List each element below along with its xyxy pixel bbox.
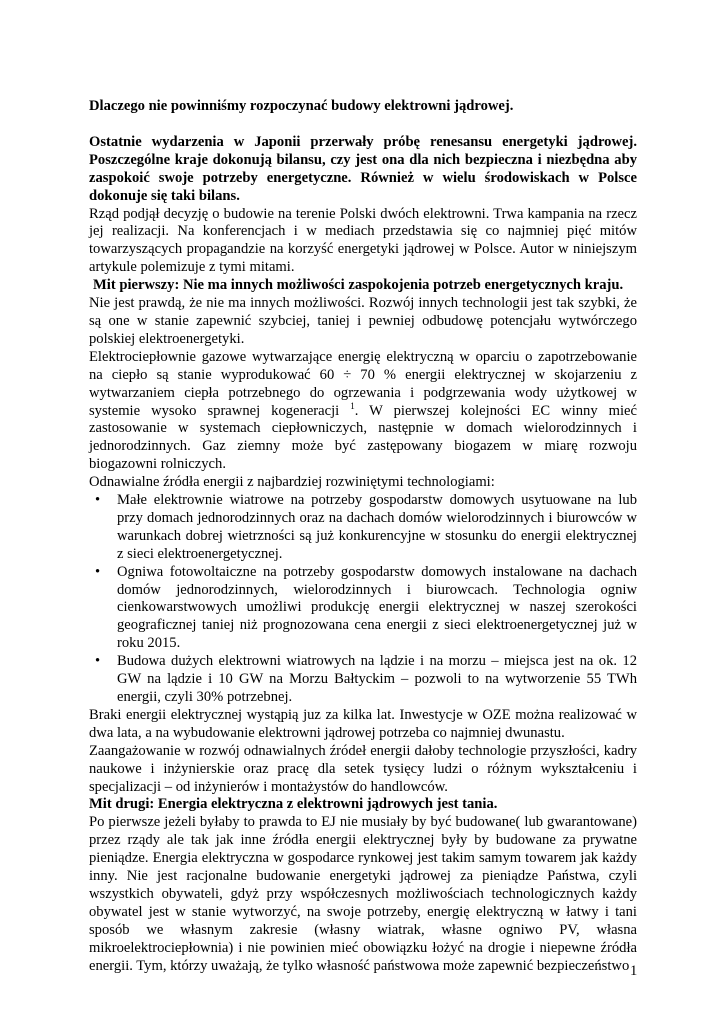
paragraph-nuclear-cost: Po pierwsze jeżeli byłaby to prawda to EJ nie musiały by być budowane( lub gwarantowane) przez rządy ale tak jak inne źródła energii elektrycznej były by budowane za prywatne pieniądze. Energia elektryczna w gospodarce rynkowej jest takim samym towarem jak każdy inny. Nie jest racjonalne budowanie energetyki jądrowej za pieniądze Państwa, czyli wszystkich obywateli, gdyż przy współczesnych możliwościach technologicznych każdy obywatel jest w stanie wytworzyć, na swoje potrzeby, energię elektryczną w łatwy i tani sposób we własnym zakresie (własny wiatrak, własne ogniwo PV, własna mikroelektrociepłownia) i nie powinien mieć obowiązku łożyć na drogie i niepewne źródła energii. Tym, którzy uważają, że tylko własność państwowa może zapewnić bezpieczeństwo <box>89 814 637 974</box>
bullet-icon: • <box>95 492 101 509</box>
paragraph-energy-shortage: Braki energii elektrycznej wystąpią juz za kilka lat. Inwestycje w OZE można realizować w dwa lata, a na wybudowanie elektrowni jądrowej potrzeba co najmniej dwunastu. <box>89 706 637 741</box>
list-item-text: Małe elektrownie wiatrowe na potrzeby gospodarstw domowych usytuowane na lub przy domach jednorodzinnych oraz na dachach domów wielorodzinnych i biurowców w warunkach dobrej wietrzności są już konkurencyjne w stosunku do energii elektrycznej z sieci elektroenergetycznej. <box>117 492 637 562</box>
paragraph-government-decision: Rząd podjął decyzję o budowie na terenie Polski dwóch elektrowni. Trwa kampania na rzecz jej realizacji. Na konferencjach i w mediach przedstawia się co najmniej pięć mitów towarzyszących propagandzie na korzyść energetyki jądrowej w Polsce. Autor w niniejszym artykule polemizuje z tymi mitami. <box>89 205 637 276</box>
paragraph-gas-chp-text-cont: . W pierwszej kolejności EC winny mieć zastosowanie w systemach ciepłowniczych, następnie w domach wielorodzinnych i jednorodzinnych. Gaz ziemny może być zastępowany biogazem w miarę rozwoju biogazowni rolniczych. <box>89 402 637 473</box>
list-item <box>95 492 637 564</box>
paragraph-other-possibilities: Nie jest prawdą, że nie ma innych możliwości. Rozwój innych technologii jest tak szybki, że są one w stanie zapewnić szybciej, taniej i pewniej odbudowę potencjału wytwórczego polskiej elektroenergetyki. <box>89 295 637 347</box>
document-body <box>89 98 637 976</box>
page-number: 1 <box>630 963 638 979</box>
bullet-icon: • <box>95 563 101 580</box>
footnote-reference: 1 <box>350 400 355 411</box>
myth-one-heading: Mit pierwszy: Nie ma innych możliwości zaspokojenia potrzeb energetycznych kraju. <box>93 277 624 294</box>
paragraph-gas-chp-text: Elektrociepłownie gazowe wytwarzające energię elektryczną w oparciu o zapotrzebowanie na ciepło są stanie wyprodukować 60 ÷ 70 % energii elektrycznej w skojarzeniu z wytwarzaniem ciepła potrzebnego do ogrzewania i podgrzewania wody użytkowej w systemie wysoko sprawnej kogeneracji <box>89 348 637 419</box>
list-item-text: Budowa dużych elektrowni wiatrowych na lądzie i na morzu – miejsca jest na ok. 12 GW na lądzie i 10 GW na Morzu Bałtyckim – pozwoli to na wytworzenie 55 TWh energii, czyli 30% potrzebnej. <box>117 653 637 705</box>
list-item <box>95 653 637 707</box>
lead-paragraph: Ostatnie wydarzenia w Japonii przerwały próbę renesansu energetyki jądrowej. Poszczególne kraje dokonują bilansu, czy jest ona dla nich bezpieczna i niezbędna aby zaspokoić swoje potrzeby energetyczne. Również w wielu środowiskach w Polsce dokonuje się taki bilans. <box>89 133 637 204</box>
paragraph-renewables-intro: Odnawialne źródła energii z najbardziej rozwiniętymi technologiami: <box>89 474 495 491</box>
paragraph-gas-chp <box>89 349 637 474</box>
list-item <box>95 563 637 654</box>
paragraph-renewables-engagement: Zaangażowanie w rozwój odnawialnych źródeł energii dałoby technologie przyszłości, kadry naukowe i inżynierskie oraz pracę dla setek tysięcy ludzi o różnym wykształceniu i specjalizacji – od inżynierów i montażystów do handlowców. <box>89 742 637 795</box>
document-title: Dlaczego nie powinniśmy rozpoczynać budowy elektrowni jądrowej. <box>89 98 514 114</box>
myth-two-heading: Mit drugi: Energia elektryczna z elektrowni jądrowych jest tania. <box>89 796 498 813</box>
renewables-list <box>89 492 637 707</box>
bullet-icon: • <box>95 653 101 670</box>
list-item-text: Ogniwa fotowoltaiczne na potrzeby gospodarstw domowych instalowane na dachach domów jednorodzinnych, wielorodzinnych i biurowcach. Technologia ogniw cienkowarstwowych umożliwi produkcję energii elektrycznej w naszej szerokości geograficznej taniej niż prognozowana cena energii z sieci elektroenergetycznej już w roku 2015. <box>117 563 637 652</box>
